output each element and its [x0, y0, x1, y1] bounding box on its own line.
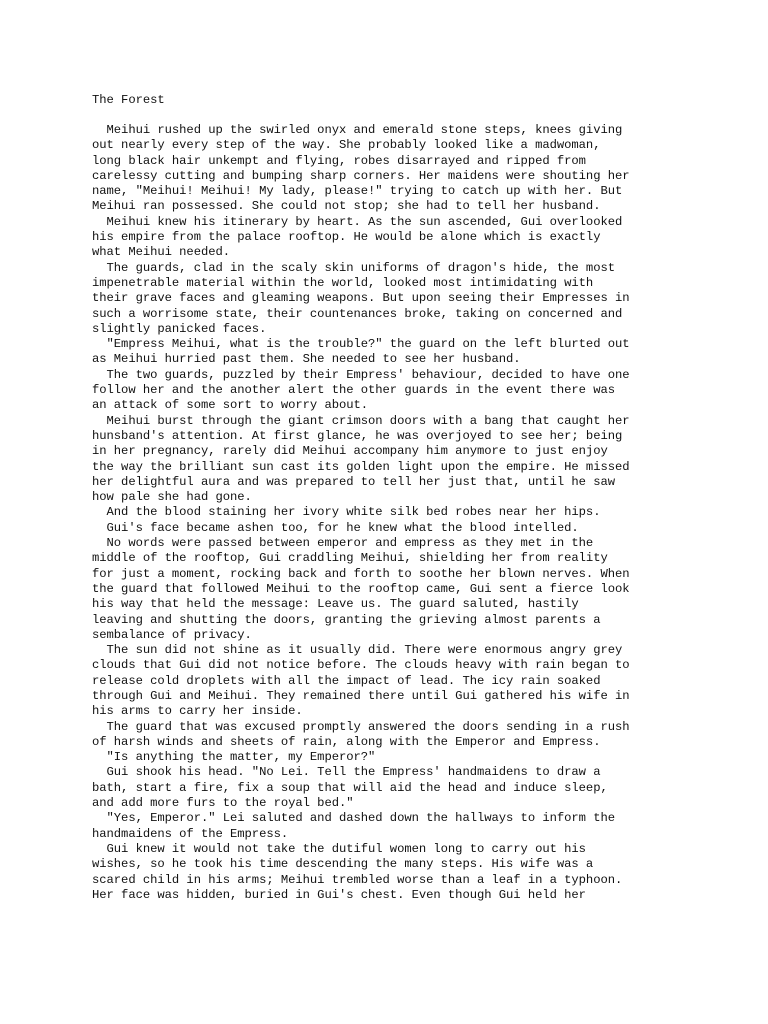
text-line: Meihui knew his itinerary by heart. As the sun ascended, Gui overlooked — [92, 214, 623, 229]
text-line: such a worrisome state, their countenances broke, taking on concerned and — [92, 306, 623, 321]
text-line: Meihui rushed up the swirled onyx and emerald stone steps, knees giving — [92, 123, 623, 137]
text-line: out nearly every step of the way. She probably looked like a madwoman, — [92, 138, 601, 153]
text-line: Gui knew it would not take the dutiful women long to carry out his — [92, 841, 586, 856]
text-line: how pale she had gone. — [92, 490, 252, 505]
text-line: his arms to carry her inside. — [92, 704, 303, 719]
text-line: the way the brilliant sun cast its golden light upon the empire. He missed — [92, 459, 630, 474]
text-line: and add more furs to the royal bed." — [92, 796, 354, 811]
document-title: The Forest — [92, 93, 165, 107]
text-line: wishes, so he took his time descending the many steps. His wife was a — [92, 857, 594, 872]
text-line: slightly panicked faces. — [92, 321, 267, 336]
text-line: The sun did not shine as it usually did. There were enormous angry grey — [92, 643, 623, 658]
text-line: bath, start a fire, fix a soup that will aid the head and induce sleep, — [92, 780, 608, 795]
text-line: as Meihui hurried past them. She needed to see her husband. — [92, 352, 521, 367]
text-line: Gui's face became ashen too, for he knew what the blood intelled. — [92, 520, 579, 535]
text-line: of harsh winds and sheets of rain, along with the Emperor and Empress. — [92, 734, 601, 749]
text-line: long black hair unkempt and flying, robes disarrayed and ripped from — [92, 153, 586, 168]
document-body — [92, 123, 732, 903]
text-line: name, "Meihui! Meihui! My lady, please!" trying to catch up with her. But — [92, 184, 623, 199]
text-line: follow her and the another alert the other guards in the event there was — [92, 383, 615, 398]
text-line: his way that held the message: Leave us. The guard saluted, hastily — [92, 597, 579, 612]
text-line: The guards, clad in the scaly skin uniforms of dragon's hide, the most — [92, 260, 615, 275]
text-line: carelessy cutting and bumping sharp corners. Her maidens were shouting her — [92, 168, 630, 183]
text-line: his empire from the palace rooftop. He would be alone which is exactly — [92, 230, 601, 245]
text-line: No words were passed between emperor and empress as they met in the — [92, 536, 594, 551]
text-line: impenetrable material within the world, looked most intimidating with — [92, 275, 594, 290]
text-line: what Meihui needed. — [92, 245, 231, 260]
text-line: "Yes, Emperor." Lei saluted and dashed down the hallways to inform the — [92, 811, 615, 826]
text-line: "Empress Meihui, what is the trouble?" the guard on the left blurted out — [92, 337, 630, 352]
text-line: Her face was hidden, buried in Gui's chest. Even though Gui held her — [92, 887, 586, 902]
text-line: their grave faces and gleaming weapons. But upon seeing their Empresses in — [92, 291, 630, 306]
text-line: her delightful aura and was prepared to tell her just that, until he saw — [92, 474, 615, 489]
text-line: an attack of some sort to worry about. — [92, 398, 369, 413]
text-line: middle of the rooftop, Gui craddling Meihui, shielding her from reality — [92, 551, 608, 566]
text-line: hunsband's attention. At first glance, he was overjoyed to see her; being — [92, 428, 623, 443]
text-line: the guard that followed Meihui to the rooftop came, Gui sent a fierce look — [92, 581, 630, 596]
text-line: in her pregnancy, rarely did Meihui accompany him anymore to just enjoy — [92, 444, 608, 459]
text-line: release cold droplets with all the impact of lead. The icy rain soaked — [92, 673, 601, 688]
text-line: leaving and shutting the doors, granting the grieving almost parents a — [92, 612, 601, 627]
text-line: The two guards, puzzled by their Empress' behaviour, decided to have one — [92, 367, 630, 382]
text-line: Gui shook his head. "No Lei. Tell the Empress' handmaidens to draw a — [92, 765, 601, 780]
text-line: through Gui and Meihui. They remained there until Gui gathered his wife in — [92, 688, 630, 703]
text-line: scared child in his arms; Meihui trembled worse than a leaf in a typhoon. — [92, 872, 623, 887]
text-line: for just a moment, rocking back and forth to soothe her blown nerves. When — [92, 566, 630, 581]
text-line: Meihui ran possessed. She could not stop; she had to tell her husband. — [92, 199, 601, 214]
text-line: clouds that Gui did not notice before. The clouds heavy with rain began to — [92, 658, 630, 673]
text-line: handmaidens of the Empress. — [92, 826, 289, 841]
text-line: "Is anything the matter, my Emperor?" — [92, 750, 376, 765]
text-line: sembalance of privacy. — [92, 627, 252, 642]
text-line: Meihui burst through the giant crimson doors with a bang that caught her — [92, 413, 630, 428]
text-line: The guard that was excused promptly answered the doors sending in a rush — [92, 719, 630, 734]
text-line: And the blood staining her ivory white silk bed robes near her hips. — [92, 505, 601, 520]
